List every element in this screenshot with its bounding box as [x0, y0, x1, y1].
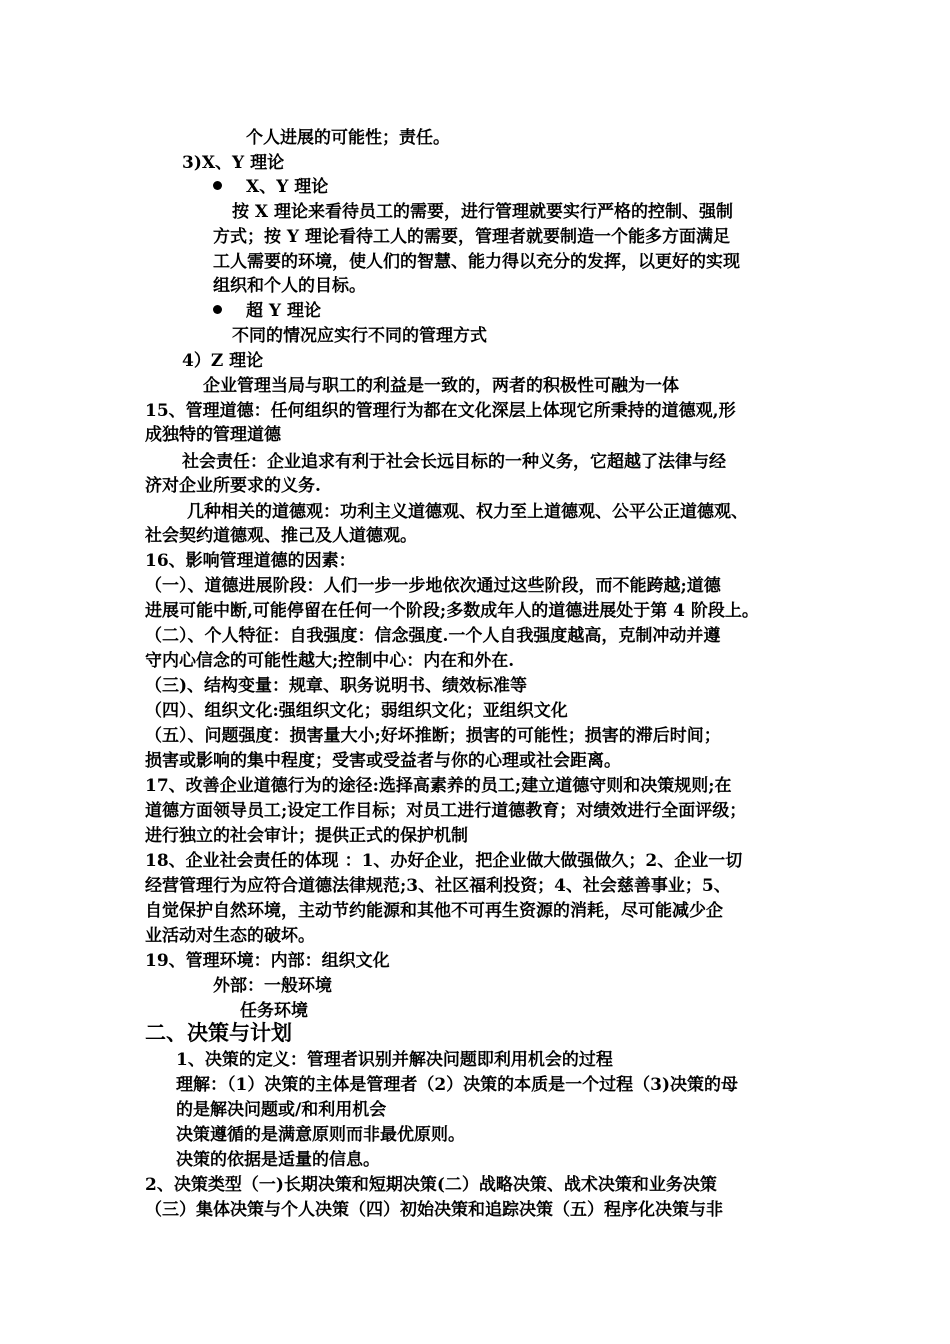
section-item-16: 16、影响管理道德的因素： — [145, 551, 356, 571]
text-line: 工人需要的环境，使人们的智慧、能力得以充分的发挥，以更好的实现 — [213, 252, 740, 272]
text-line: （一）、道德进展阶段：人们一步一步地依次通过这些阶段，而不能跨越;道德 — [145, 576, 721, 596]
section-item-15: 15、管理道德：任何组织的管理行为都在文化深层上体现它所秉持的道德观,形 — [145, 401, 736, 421]
text-line: 自觉保护自然环境，主动节约能源和其他不可再生资源的消耗，尽可能减少企 — [145, 901, 723, 921]
subheading: 3)X、Y 理论 — [182, 153, 285, 173]
text-line: 几种相关的道德观：功利主义道德观、权力至上道德观、公平公正道德观、 — [187, 502, 748, 522]
text-line: 经营管理行为应符合道德法律规范;3、社区福利投资；4、社会慈善事业；5、 — [145, 876, 731, 896]
text-line: 决策遵循的是满意原则而非最优原则。 — [176, 1125, 465, 1145]
text-line: 的是解决问题或/和利用机会 — [176, 1100, 387, 1120]
text-line: 方式；按 Y 理论看待工人的需要，管理者就要制造一个能多方面满足 — [213, 227, 730, 247]
text-line: 损害或影响的集中程度；受害或受益者与你的心理或社会距离。 — [145, 751, 621, 771]
text-line: 社会责任：企业追求有利于社会长远目标的一种义务，它超越了法律与经 — [182, 452, 726, 472]
text-line: （五）、问题强度：损害量大小;好坏推断；损害的可能性；损害的滞后时间； — [145, 726, 721, 746]
section-item-19: 19、管理环境：内部：组织文化 — [145, 951, 390, 971]
text-line: 决策的依据是适量的信息。 — [176, 1150, 380, 1170]
text-line: 进行独立的社会审计；提供正式的保护机制 — [145, 826, 468, 846]
text-line: （三）集体决策与个人决策（四）初始决策和追踪决策（五）程序化决策与非 — [145, 1200, 723, 1220]
bullet-icon — [213, 305, 222, 314]
bullet-heading: 超 Y 理论 — [246, 301, 321, 321]
text-line: 组织和个人的目标。 — [213, 276, 366, 296]
bullet-heading: X、Y 理论 — [246, 177, 329, 197]
text-line: 社会契约道德观、推己及人道德观。 — [145, 526, 417, 546]
text-line: 任务环境 — [240, 1001, 308, 1021]
bullet-icon — [213, 181, 222, 190]
text-line: 业活动对生态的破坏。 — [145, 926, 315, 946]
subheading: 4）Z 理论 — [182, 351, 264, 371]
text-line: （三)、结构变量：规章、职务说明书、绩效标准等 — [145, 676, 528, 696]
text-line: 守内心信念的可能性越大;控制中心：内在和外在. — [145, 651, 515, 671]
text-line: 道德方面领导员工;设定工作目标；对员工进行道德教育；对绩效进行全面评级； — [145, 801, 747, 821]
text-line: 进展可能中断,可能停留在任何一个阶段;多数成年人的道德进展处于第 4 阶段上。 — [145, 601, 759, 621]
text-line: 1、决策的定义：管理者识别并解决问题即利用机会的过程 — [176, 1050, 613, 1070]
text-line: （四）、组织文化:强组织文化；弱组织文化；亚组织文化 — [145, 701, 568, 721]
text-line: 2、决策类型（一)长期决策和短期决策(二）战略决策、战术决策和业务决策 — [145, 1175, 717, 1195]
text-line: 成独特的管理道德 — [145, 425, 281, 445]
text-line: 按 X 理论来看待员工的需要，进行管理就要实行严格的控制、强制 — [232, 202, 734, 222]
section-item-18: 18、企业社会责任的体现 ：1、办好企业，把企业做大做强做久；2、企业一切 — [145, 851, 743, 871]
section-item-17: 17、改善企业道德行为的途径:选择高素养的员工;建立道德守则和决策规则;在 — [145, 776, 732, 796]
text-line: 个人进展的可能性；责任。 — [246, 128, 450, 148]
text-line: 不同的情况应实行不同的管理方式 — [232, 326, 487, 346]
text-line: 理解：（1）决策的主体是管理者（2）决策的本质是一个过程（3)决策的母 — [176, 1075, 739, 1095]
text-line: 企业管理当局与职工的利益是一致的，两者的积极性可融为一体 — [203, 376, 679, 396]
text-line: 外部：一般环境 — [213, 976, 332, 996]
chapter-heading: 二、决策与计划 — [145, 1020, 292, 1045]
text-line: 济对企业所要求的义务. — [145, 476, 321, 496]
text-line: （二）、个人特征：自我强度：信念强度.一个人自我强度越高，克制冲动并遵 — [145, 626, 721, 646]
